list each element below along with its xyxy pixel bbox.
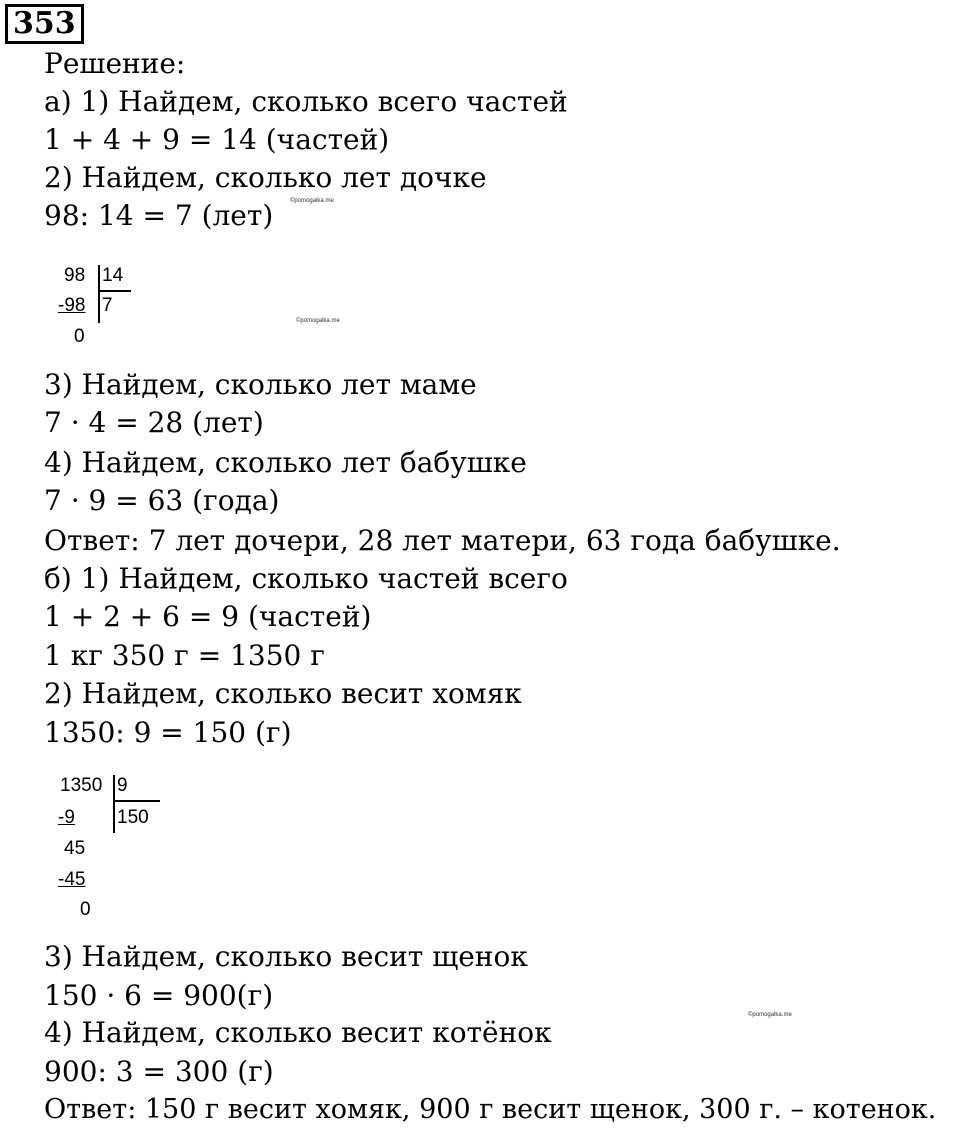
step: -45 <box>58 869 86 890</box>
part-b-line: 1 + 2 + 6 = 9 (частей) <box>44 600 372 633</box>
part-b-line: 2) Найдем, сколько весит хомяк <box>44 677 522 710</box>
step: 45 <box>64 838 86 859</box>
part-a-line: 98: 14 = 7 (лет) <box>44 199 274 232</box>
part-a-answer: Ответ: 7 лет дочери, 28 лет матери, 63 года бабушке. <box>44 524 841 557</box>
quotient: 7 <box>102 295 113 316</box>
part-b-line: 150 · 6 = 900(г) <box>44 979 274 1012</box>
part-b-answer: Ответ: 150 г весит хомяк, 900 г весит щенок, 300 г. – котенок. <box>44 1094 937 1125</box>
watermark: ©pomogalka.me <box>748 1012 792 1018</box>
part-b-line: б) 1) Найдем, сколько частей всего <box>44 562 568 595</box>
part-a-line: 4) Найдем, сколько лет бабушке <box>44 446 527 479</box>
part-b-line: 3) Найдем, сколько весит щенок <box>44 940 528 973</box>
part-a-line: 7 · 4 = 28 (лет) <box>44 406 264 439</box>
part-a-line: а) 1) Найдем, сколько всего частей <box>44 85 568 118</box>
watermark: ©pomogalka.me <box>296 318 340 324</box>
part-b-line: 4) Найдем, сколько весит котёнок <box>44 1016 552 1049</box>
long-division-b <box>58 775 178 925</box>
part-a-line: 3) Найдем, сколько лет маме <box>44 368 477 401</box>
part-a-line: 1 + 4 + 9 = 14 (частей) <box>44 123 390 156</box>
divisor: 14 <box>102 265 124 286</box>
remainder: 0 <box>74 326 85 347</box>
long-division-a <box>58 265 148 355</box>
subtrahend: -98 <box>58 295 86 316</box>
part-b-line: 900: 3 = 300 (г) <box>44 1055 274 1088</box>
step: -9 <box>58 807 75 828</box>
part-b-line: 1350: 9 = 150 (г) <box>44 716 292 749</box>
part-b-line: 1 кг 350 г = 1350 г <box>44 639 325 672</box>
problem-number: 353 <box>5 4 84 44</box>
dividend: 98 <box>64 265 86 286</box>
part-a-line: 2) Найдем, сколько лет дочке <box>44 161 487 194</box>
dividend: 1350 <box>60 775 103 796</box>
remainder: 0 <box>80 899 91 920</box>
divisor: 9 <box>117 775 128 796</box>
quotient: 150 <box>117 807 149 828</box>
solution-heading: Решение: <box>44 47 186 80</box>
watermark: ©pomogalka.me <box>290 198 334 204</box>
part-a-line: 7 · 9 = 63 (года) <box>44 484 280 517</box>
